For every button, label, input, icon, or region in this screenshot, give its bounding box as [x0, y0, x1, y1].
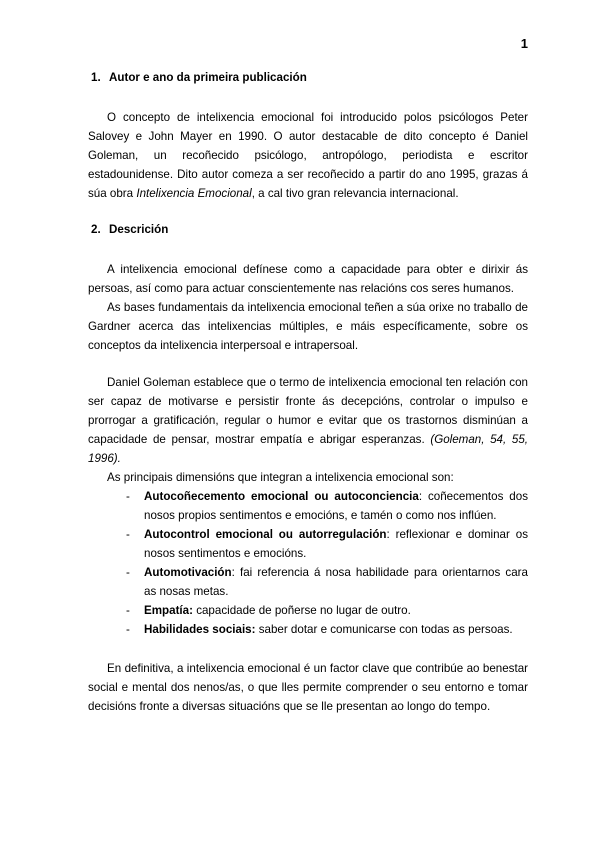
- dimension-term: Habilidades sociais:: [144, 623, 256, 636]
- list-item-text: [144, 601, 528, 620]
- dimension-definition: : fai referencia á nosa habilidade para orientarnos cara as nosas metas.: [144, 566, 528, 598]
- list-item-text: [144, 563, 528, 601]
- author-paragraph-text: O concepto de intelixencia emocional foi introducido polos psicólogos Peter Salovey e John Mayer en 1990. O autor destacable de dito concepto é Daniel Goleman, un recoñecido psicólogo, antropólogo, periodista e escritor estadounidense. Dito autor comeza a ser recoñecido a partir do ano 1995, grazas á súa obra: [88, 111, 528, 200]
- list-item-text: [144, 620, 528, 639]
- list-dash: -: [126, 623, 130, 636]
- list-item: [88, 487, 528, 525]
- dimension-term: Empatía:: [144, 604, 193, 617]
- dimension-definition: capacidade de poñerse no lugar de outro.: [192, 604, 411, 617]
- dimension-term: Autocoñecemento emocional ou autoconciencia: [144, 490, 419, 503]
- list-dash: -: [126, 528, 130, 541]
- description-paragraph-2: As bases fundamentais da intelixencia emocional teñen a súa orixe no traballo de Gardner acerca das intelixencias múltiples, e máis específicamente, sobre os conceptos da intelixencia interpersoal e intrapersoal.: [88, 301, 528, 352]
- list-dash: -: [126, 604, 130, 617]
- list-item: [88, 563, 528, 601]
- page-number: 1: [520, 36, 528, 51]
- section-title: Autor e ano da primeira publicación: [109, 71, 307, 84]
- list-item-text: [144, 525, 528, 563]
- list-item: [88, 525, 528, 563]
- list-item-text: [144, 487, 528, 525]
- section-number: 2.: [91, 223, 101, 236]
- dimension-definition: : coñecementos dos nosos propios sentimentos e emocións, e tamén o como nos inflúen.: [144, 490, 529, 522]
- section-heading-description: [88, 223, 528, 236]
- dimensions-list: [88, 487, 528, 639]
- list-dash: -: [126, 566, 130, 579]
- section-heading-author: [88, 71, 528, 84]
- section-number: 1.: [91, 71, 101, 84]
- dimensions-intro: As principais dimensións que integran a intelixencia emocional son:: [107, 471, 454, 484]
- document-body: [88, 71, 528, 716]
- description-paragraph-3: [88, 373, 528, 468]
- description-paragraph-1: A intelixencia emocional defínese como a capacidade para obter e dirixir ás persoas, así como para actuar conscientemente nas relacións cos seres humanos.: [88, 263, 528, 295]
- list-item: [88, 620, 528, 639]
- dimension-definition: : reflexionar e dominar os nosos sentimentos e emocións.: [144, 528, 528, 560]
- book-title: Intelixencia Emocional: [136, 187, 252, 200]
- list-dash: -: [126, 490, 130, 503]
- goleman-text: Daniel Goleman establece que o termo de intelixencia emocional ten relación con ser capaz de motivarse e persistir fronte ás decepcións, controlar o impulso e prorrogar a gratificación, regular o humor e evitar que os trastornos disminúan a capacidade de pensar, mostrar empatía e abrigar esperanzas.: [88, 376, 528, 446]
- dimension-term: Automotivación: [144, 566, 232, 579]
- dimension-term: Autocontrol emocional ou autorregulación: [144, 528, 387, 541]
- conclusion-paragraph: En definitiva, a intelixencia emocional é un factor clave que contribúe ao benestar social e mental dos nenos/as, o que lles permite comprender o seu entorno e tomar decisións fronte a diversas situacións que se lle presentan ao longo do tempo.: [88, 662, 528, 713]
- list-item: [88, 601, 528, 620]
- author-paragraph: [88, 108, 528, 203]
- section-title: Descrición: [109, 223, 169, 236]
- citation: (Goleman, 54, 55, 1996).: [88, 433, 528, 465]
- author-paragraph-end: , a cal tivo gran relevancia internacional.: [251, 187, 459, 200]
- dimension-definition: saber dotar e comunicarse con todas as persoas.: [255, 623, 513, 636]
